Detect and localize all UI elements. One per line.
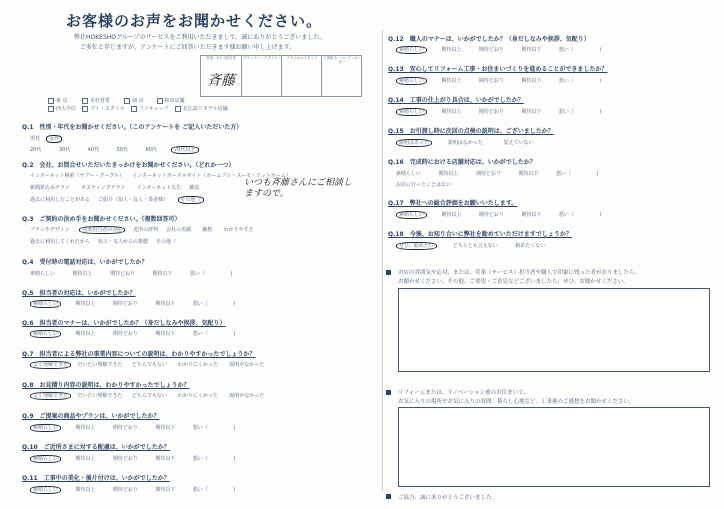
- footer-thanks: ご協力、誠にありがとうございました。: [398, 495, 498, 501]
- intro-line-1: 弊社HOKESHOグループのサービスをご利用いただきまして、誠にありがとうございました。: [74, 34, 326, 41]
- q10-label: Q.10 ご近所さまに対する配慮は、いかがでしたか？: [22, 444, 170, 451]
- q3-option[interactable]: その他（: [155, 239, 176, 245]
- q2-handwritten-note: いつも斉藤さんにご相談しますので。: [244, 178, 353, 199]
- gender-option-selected[interactable]: 女性: [46, 135, 62, 143]
- paren-close: ): [599, 47, 602, 53]
- free-text-2-line-2: お気に入りの場所やお気に入りの時間、暮らし心地など、工事後のご感想をお聞かせください。: [398, 399, 635, 405]
- q6-options: [30, 330, 235, 337]
- staff-header-3: テクニカルスタッフ: [281, 56, 322, 96]
- staff-header-2: プランナー・デザイナー: [241, 56, 282, 96]
- age-option-selected[interactable]: 70代以上: [171, 146, 198, 154]
- q2-option[interactable]: ご紹介（知人・友人・業者様）: [97, 197, 168, 203]
- rating-option-selected[interactable]: 素晴らしい: [30, 424, 61, 432]
- q5-label: Q.5 担当者の対応は、いかがでしたか？: [22, 290, 136, 297]
- bullet-square-icon: [386, 270, 391, 275]
- staff-header-1: 営業・ｻｰﾋﾞｽ担当者: [206, 56, 236, 60]
- q1-gender: [30, 135, 62, 142]
- rating-option[interactable]: 悪い（: [190, 271, 206, 277]
- store-option: 本社営業: [89, 98, 110, 104]
- rating-option[interactable]: 期待以上: [75, 487, 96, 493]
- rating-option[interactable]: 悪い（: [558, 47, 574, 53]
- checkbox[interactable]: [175, 106, 181, 112]
- q9-label: Q.9 ご提案の商品やプランは、いかがでしたか？: [22, 413, 160, 420]
- free-text-1-line-2: お聞かせください。その他、ご要望・ご意見などございましたら、ぜひ、お聞かせください。: [398, 279, 629, 285]
- understand-option[interactable]: どちらでもない: [131, 362, 167, 368]
- checkbox[interactable]: [124, 98, 130, 104]
- q3-row-2: [30, 238, 176, 245]
- q3-option[interactable]: 知人・友人からの推薦: [97, 239, 148, 245]
- store-option: 和泉店舗: [164, 98, 185, 104]
- free-text-2-box[interactable]: [398, 407, 710, 487]
- q15-label: Q.15 お引渡し時に次回の点検の説明は、ございましたか？: [388, 128, 554, 135]
- q3-label: Q.3 ご契約の決め手をお聞かせください。（複数回答可）: [22, 216, 181, 223]
- q2-row-2: [30, 184, 199, 191]
- paren-close: ): [233, 425, 236, 431]
- rating-option-selected[interactable]: 素晴らしい: [30, 455, 61, 463]
- rating-option[interactable]: 期待以上: [441, 109, 462, 115]
- rating-option[interactable]: 期待どおり: [110, 271, 136, 277]
- understand-option-selected[interactable]: よく理解できた: [30, 392, 71, 400]
- q3-option[interactable]: わかりやすさ: [223, 227, 254, 233]
- rating-option[interactable]: 期待以上: [441, 47, 462, 53]
- rating-option[interactable]: 期待どおり: [478, 47, 504, 53]
- rating-option[interactable]: 悪い（: [192, 487, 208, 493]
- q3-option[interactable]: 会社の実績: [166, 227, 192, 233]
- understand-option[interactable]: 説明がなかった: [229, 362, 265, 368]
- rating-option-selected[interactable]: 素晴らしい: [30, 486, 61, 494]
- understand-option-selected[interactable]: よく理解できた: [30, 361, 71, 369]
- explain-option[interactable]: 説明はなかった: [447, 140, 483, 146]
- free-text-1-box[interactable]: [398, 288, 710, 372]
- q16-options: [396, 170, 598, 177]
- rating-option[interactable]: 悪い（: [192, 331, 208, 337]
- understand-option[interactable]: どちらでもない: [131, 393, 167, 399]
- rating-option-selected[interactable]: 素晴らしい: [396, 108, 427, 116]
- staff-header-4: 工事担当・コーディネーター: [321, 56, 362, 96]
- q2-label: Q.2 会社、お問合せいただいたきっかけをお聞かせください。（どれか一つ）: [22, 162, 235, 169]
- q3-option[interactable]: 価格: [202, 227, 213, 233]
- q3-option[interactable]: プランやデザイン: [30, 227, 70, 233]
- rating-option[interactable]: 期待以上: [75, 331, 96, 337]
- age-option[interactable]: 30代: [58, 147, 71, 153]
- rating-option[interactable]: 悪い（: [556, 171, 572, 177]
- q3-option[interactable]: 過去に利用してくれたから: [30, 239, 91, 245]
- understand-option[interactable]: わかりにくかった: [178, 362, 219, 368]
- q13-options: [396, 77, 601, 84]
- q8-options: [30, 392, 264, 399]
- store-option: 東 店: [56, 98, 68, 104]
- rating-option-selected[interactable]: 素晴らしい: [30, 300, 61, 308]
- column-divider: [382, 30, 383, 492]
- rating-option[interactable]: 期待以下: [152, 271, 173, 277]
- rating-option[interactable]: 悪い（: [192, 425, 208, 431]
- explain-option-selected[interactable]: 説明はあった: [396, 139, 432, 147]
- paren-close: ): [233, 331, 236, 337]
- q16-extra-option[interactable]: お店に行ったことはない: [396, 182, 452, 188]
- understand-option[interactable]: 説明がなかった: [229, 393, 265, 399]
- store-option: リノキューブ: [139, 106, 169, 112]
- q7-label: Q.7 担当者による弊社の事業内容についての説明は、わかりやすかったでしょうか？: [22, 351, 256, 358]
- explain-option[interactable]: 覚えていない: [503, 140, 534, 146]
- q8-label: Q.8 お見積り内容の説明は、わかりやすかったでしょうか？: [22, 382, 190, 389]
- checkbox[interactable]: [82, 106, 88, 112]
- q15-options: [396, 139, 534, 146]
- paren-close: ): [233, 456, 236, 462]
- rating-option[interactable]: 期待どおり: [478, 78, 504, 84]
- rating-option[interactable]: 期待どおり: [112, 301, 138, 307]
- rating-option[interactable]: 期待以上: [75, 425, 96, 431]
- rating-option[interactable]: 期待どおり: [478, 109, 504, 115]
- q2-option[interactable]: インターネットポータルサイト（ホームプロ・スーモ・アットホーム）: [132, 173, 291, 179]
- q2-option[interactable]: ポスティングチラシ: [81, 185, 126, 191]
- paren-close: ): [233, 301, 236, 307]
- age-option[interactable]: 50代: [116, 147, 128, 153]
- q5-options: [30, 300, 235, 307]
- q7-options: [30, 361, 264, 368]
- rating-option[interactable]: 期待以上: [441, 78, 462, 84]
- age-option[interactable]: 20代: [30, 147, 42, 153]
- rating-option[interactable]: 素晴らしい: [396, 171, 422, 177]
- rating-option[interactable]: 期待以上: [438, 171, 459, 177]
- rating-option-selected[interactable]: 素晴らしい: [396, 46, 427, 54]
- rating-option[interactable]: 期待以下: [155, 456, 176, 462]
- q3-option-selected[interactable]: 営業担当者の対応: [79, 226, 125, 234]
- q2-option[interactable]: 新聞折込みチラシ: [30, 185, 71, 191]
- understand-option[interactable]: わかりにくかった: [178, 393, 219, 399]
- q10-options: [30, 455, 235, 462]
- understand-option[interactable]: だいたい理解できた: [77, 393, 123, 399]
- paren-close: ): [230, 271, 233, 277]
- q1-ages: [30, 146, 199, 153]
- q17-label: Q.17 弊社への総合評価をお願いいたします。: [388, 200, 518, 207]
- paren-close: ): [596, 171, 599, 177]
- rating-option[interactable]: 期待以上: [75, 456, 96, 462]
- q2-option-selected[interactable]: その他（: [178, 196, 204, 204]
- q14-label: Q.14 工事の仕上がり具合は、いかがでしたか？: [388, 97, 524, 104]
- checkbox[interactable]: [157, 98, 163, 104]
- rating-option[interactable]: 期待どおり: [112, 331, 138, 337]
- q2-option[interactable]: 雑誌: [189, 185, 200, 191]
- rating-option[interactable]: 期待以下: [155, 331, 176, 337]
- paren-close: ): [599, 109, 602, 115]
- rating-option[interactable]: 期待どおり: [112, 487, 138, 493]
- q13-label: Q.13 安心してリフォーム工事・お住まいづくりを進めることができましたか？: [388, 66, 608, 73]
- staff-table: [200, 55, 362, 97]
- page-title: お客様のお声をお聞かせください。: [66, 12, 323, 30]
- q4-label: Q.4 受付時の電話対応は、いかがでしたか？: [22, 259, 148, 266]
- q12-label: Q.12 職人のマナーは、いかがでしたか？（身だしなみや挨拶、気配り）: [388, 36, 590, 43]
- rating-option[interactable]: 期待以下: [521, 212, 542, 218]
- rating-option[interactable]: 期待以上: [441, 212, 462, 218]
- recommend-option-selected[interactable]: ぜひ、勧めたい: [396, 242, 437, 250]
- free-text-1-line-1: お店の雰囲気や応対、または、営業（サービス）担当者や職人で印象に残った者がおりましたら、: [398, 270, 641, 276]
- rating-option[interactable]: 期待以下: [518, 171, 539, 177]
- store-option: 北広島リモデル店舗: [182, 106, 228, 112]
- q4-options: [30, 270, 232, 277]
- store-option: 西大寺店: [56, 106, 77, 112]
- rating-option[interactable]: 期待どおり: [112, 425, 138, 431]
- rating-option[interactable]: 悪い（: [558, 109, 574, 115]
- checkbox[interactable]: [131, 106, 137, 112]
- q18-options: [396, 242, 545, 249]
- checkbox[interactable]: [48, 106, 54, 112]
- rating-option-selected[interactable]: 素晴らしい: [30, 330, 61, 338]
- rating-option[interactable]: 悪い（: [558, 212, 574, 218]
- understand-option[interactable]: だいたい理解できた: [77, 362, 123, 368]
- q1-label: Q.1 性別・年代をお聞かせください。（このアンケートを ご記入いただいた方）: [22, 124, 243, 131]
- q11-options: [30, 486, 235, 493]
- paren-close: ): [599, 78, 602, 84]
- staff-handwritten-name: 斉藤: [207, 73, 235, 89]
- q9-options: [30, 424, 235, 431]
- free-text-2-line-1: リフォームまたは、リノベーション後のお住まいで、: [398, 390, 529, 396]
- store-row-2: [48, 105, 228, 112]
- bullet-square-icon: [386, 390, 391, 395]
- paren-close: ): [599, 212, 602, 218]
- rating-option[interactable]: 期待以下: [155, 425, 176, 431]
- q2-option[interactable]: インターネット検索（ヤフー・グーグル）: [30, 173, 125, 179]
- q2-row-3: [30, 196, 204, 203]
- rating-option[interactable]: 期待どおり: [112, 456, 138, 462]
- q17-options: [396, 211, 601, 218]
- q16-label: Q.16 完成時における店舗対応は、いかがでしたか？: [388, 159, 536, 166]
- q3-row-1: [30, 226, 253, 233]
- bullet-square-icon: [386, 494, 391, 499]
- q12-options: [396, 46, 601, 53]
- q2-option[interactable]: 過去に利用したことがある: [30, 197, 91, 203]
- q14-options: [396, 108, 601, 115]
- q18-label: Q.18 今後、お知り合いに弊社を勧めていただけますでしょうか？: [388, 231, 572, 238]
- rating-option[interactable]: 期待どおり: [476, 171, 502, 177]
- rating-option[interactable]: 期待以上: [75, 301, 96, 307]
- rating-option[interactable]: 悪い（: [558, 78, 574, 84]
- rating-option[interactable]: 悪い（: [192, 456, 208, 462]
- rating-option[interactable]: 期待以下: [521, 47, 542, 53]
- q11-label: Q.11 工事中の美化・後片付けは、いかがでしたか？: [22, 475, 170, 482]
- age-option[interactable]: 40代: [87, 147, 100, 153]
- store-option: 岡 店: [132, 98, 144, 104]
- rating-option-selected[interactable]: 素晴らしい: [396, 211, 427, 219]
- rating-option[interactable]: 期待どおり: [478, 212, 504, 218]
- rating-option[interactable]: 素晴らしい: [30, 271, 56, 277]
- rating-option[interactable]: 期待以下: [155, 301, 176, 307]
- store-option: アイ・スタイル: [90, 106, 125, 112]
- rating-option[interactable]: 悪い（: [192, 301, 208, 307]
- rating-option-selected[interactable]: 素晴らしい: [396, 77, 427, 85]
- q2-option[interactable]: インターネット広告: [136, 185, 182, 191]
- recommend-option[interactable]: 勧めたくない: [515, 243, 546, 249]
- rating-option[interactable]: 期待以上: [72, 271, 93, 277]
- rating-option[interactable]: 期待以下: [521, 78, 542, 84]
- age-option[interactable]: 60代: [145, 147, 157, 153]
- checkbox[interactable]: [48, 98, 54, 104]
- checkbox[interactable]: [82, 98, 88, 104]
- store-row-1: [48, 97, 185, 104]
- q6-label: Q.6 担当者のマナーは、いかがでしたか？（身だしなみや挨拶、気配り）: [22, 320, 226, 327]
- rating-option[interactable]: 期待以下: [155, 487, 176, 493]
- q3-option[interactable]: 近所の評判: [133, 227, 159, 233]
- gender-option[interactable]: 男性: [30, 136, 41, 142]
- paren-close: ): [233, 487, 236, 493]
- recommend-option[interactable]: どちらとも言えない: [452, 243, 498, 249]
- intro-line-2: ご多忙と存じますが、アンケートにご回答いただきます様お願い申し上げます。: [80, 44, 296, 51]
- rating-option[interactable]: 期待以下: [521, 109, 542, 115]
